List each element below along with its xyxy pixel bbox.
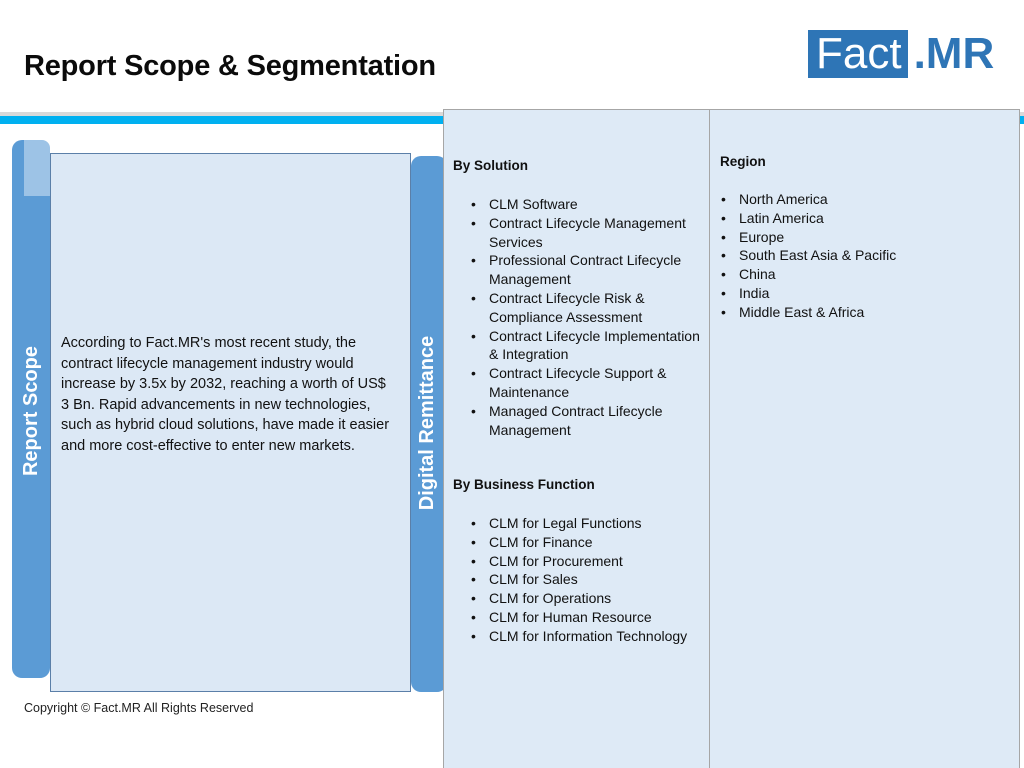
solution-list: [467, 195, 703, 439]
list-item: • Contract Lifecycle Implementation & Integration: [467, 327, 703, 365]
list-item: • China: [717, 265, 1007, 284]
list-item: • Contract Lifecycle Support & Maintenance: [467, 364, 703, 402]
logo-rest-text: .MR: [913, 29, 995, 78]
list-item: • CLM for Operations: [467, 589, 703, 608]
report-scope-label: Report Scope: [20, 345, 42, 477]
region-heading: Region: [720, 154, 766, 169]
business-function-list: [467, 514, 703, 646]
page-title: Report Scope & Segmentation: [24, 50, 436, 82]
list-item: • CLM for Information Technology: [467, 627, 703, 646]
list-item: • CLM for Procurement: [467, 552, 703, 571]
list-item: • South East Asia & Pacific: [717, 246, 1007, 265]
list-item: • North America: [717, 190, 1007, 209]
summary-text: According to Fact.MR's most recent study, the contract lifecycle management industry would increase by 3.5x by 2032, reaching a worth of US$ 3 Bn. Rapid advancements in new technologies, such as hybrid cloud solutions, have made it easier and more cost-effective to enter new markets.: [61, 335, 390, 454]
list-item: • Managed Contract Lifecycle Management: [467, 402, 703, 440]
region-list: [717, 190, 1007, 322]
logo-box-text: Fact: [808, 30, 908, 78]
factmr-logo: [808, 30, 994, 78]
copyright-text: Copyright © Fact.MR All Rights Reserved: [24, 701, 254, 715]
list-item: • Middle East & Africa: [717, 303, 1007, 322]
list-item: • CLM for Sales: [467, 570, 703, 589]
list-item: • Contract Lifecycle Risk & Compliance Assessment: [467, 289, 703, 327]
list-item: • India: [717, 284, 1007, 303]
by-solution-heading: By Solution: [453, 158, 528, 173]
by-business-function-heading: By Business Function: [453, 477, 595, 492]
list-item: • Contract Lifecycle Management Services: [467, 214, 703, 252]
list-item: • CLM for Legal Functions: [467, 514, 703, 533]
list-item: • CLM for Human Resource: [467, 608, 703, 627]
list-item: • Europe: [717, 228, 1007, 247]
list-item: • Professional Contract Lifecycle Management: [467, 251, 703, 289]
list-item: • Latin America: [717, 209, 1007, 228]
list-item: • CLM Software: [467, 195, 703, 214]
digital-remittance-label: Digital Remittance: [416, 335, 438, 511]
list-item: • CLM for Finance: [467, 533, 703, 552]
tab-highlight: [24, 140, 50, 196]
